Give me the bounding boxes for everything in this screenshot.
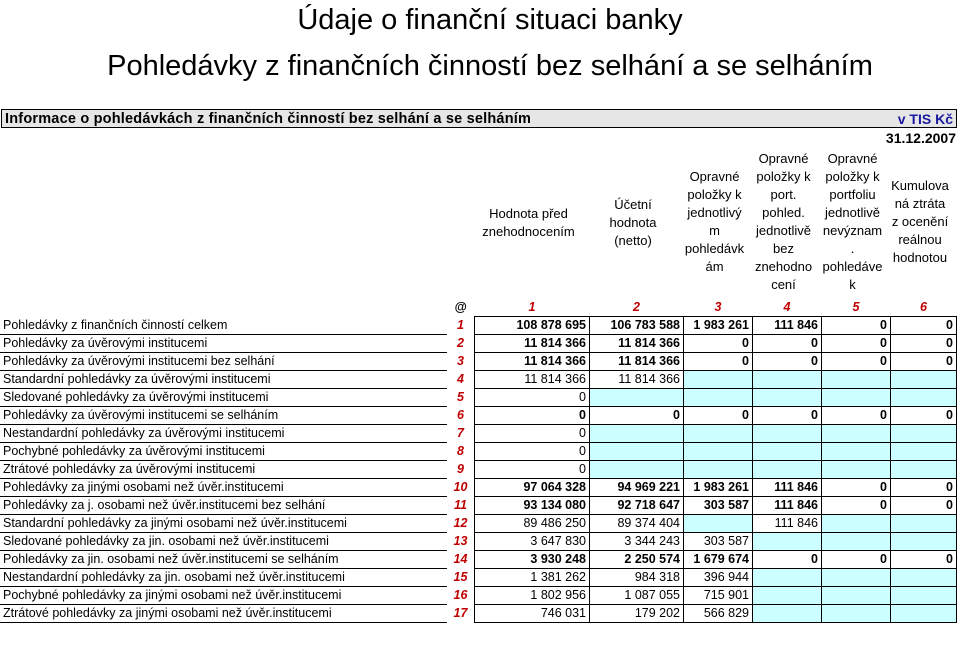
cell-col-6 [891, 605, 957, 623]
cell-col-2: 94 969 221 [590, 479, 684, 497]
cell-col-4 [753, 533, 822, 551]
cell-col-2: 11 814 366 [590, 371, 684, 389]
cell-col-5 [822, 515, 891, 533]
cell-col-3: 303 587 [684, 533, 753, 551]
column-header-line: pohled. [762, 205, 805, 220]
row-label: Pochybné pohledávky za jinými osobami než úvěr.institucemi [0, 587, 447, 605]
table-row [0, 317, 957, 335]
cell-col-6 [891, 569, 957, 587]
column-header-line: ná ztráta [894, 196, 946, 211]
cell-col-4 [753, 461, 822, 479]
column-index-6: 6 [920, 300, 927, 314]
row-label: Standardní pohledávky za jinými osobami než úvěr.institucemi [0, 515, 447, 533]
row-label: Ztrátové pohledávky za úvěrovými institucemi [0, 461, 447, 479]
cell-col-6 [891, 371, 957, 389]
cell-col-4 [753, 425, 822, 443]
row-label: Pohledávky za úvěrovými institucemi bez selhání [0, 353, 447, 371]
column-header-line: pohledávk [684, 241, 745, 256]
table-row [0, 461, 957, 479]
row-number: 5 [457, 390, 464, 404]
column-header-line: položky k [687, 187, 742, 202]
cell-col-2 [590, 389, 684, 407]
cell-col-3: 1 679 674 [684, 551, 753, 569]
cell-col-1: 89 486 250 [475, 515, 590, 533]
cell-col-6 [891, 425, 957, 443]
row-number: 3 [457, 354, 464, 368]
cell-col-4 [753, 605, 822, 623]
cell-col-6 [891, 443, 957, 461]
row-label: Sledované pohledávky za úvěrovými institucemi [0, 389, 447, 407]
cell-col-3: 396 944 [684, 569, 753, 587]
row-label: Pohledávky za úvěrovými institucemi se selháním [0, 407, 447, 425]
cell-col-2: 179 202 [590, 605, 684, 623]
cell-col-3: 715 901 [684, 587, 753, 605]
column-header-line: hodnotou [892, 250, 948, 265]
row-label: Pohledávky za jinými osobami než úvěr.institucemi [0, 479, 447, 497]
row-label: Pohledávky za úvěrovými institucemi [0, 335, 447, 353]
column-header-line: nevýznam [822, 223, 883, 238]
cell-col-4: 111 846 [753, 497, 822, 515]
cell-col-3: 0 [684, 407, 753, 425]
column-index-1: 1 [528, 300, 536, 314]
cell-col-1: 0 [475, 425, 590, 443]
row-number: 2 [457, 336, 464, 350]
cell-col-6 [891, 587, 957, 605]
cell-col-5: 0 [822, 353, 891, 371]
cell-col-4: 111 846 [753, 515, 822, 533]
cell-col-5 [822, 461, 891, 479]
column-header-line: cení [771, 277, 796, 292]
table-row [0, 353, 957, 371]
cell-col-3: 1 983 261 [684, 479, 753, 497]
column-header-line: portfoliu [829, 187, 876, 202]
currency-note: v TIS Kč [897, 111, 953, 127]
cell-col-2: 92 718 647 [590, 497, 684, 515]
receivables-table [0, 299, 957, 623]
column-header-line: ám [705, 259, 724, 274]
column-header-3 [680, 168, 749, 276]
cell-col-2 [590, 425, 684, 443]
cell-col-4: 0 [753, 353, 822, 371]
column-header-line: Opravné [827, 151, 878, 166]
cell-col-3: 0 [684, 353, 753, 371]
column-header-line: bez [773, 241, 794, 256]
column-header-line: z ocenění [891, 214, 949, 229]
column-header-line: jednotlivý [687, 205, 742, 220]
table-row [0, 551, 957, 569]
cell-col-1: 746 031 [475, 605, 590, 623]
cell-col-3: 1 983 261 [684, 317, 753, 335]
column-header-line: Kumulova [891, 178, 949, 193]
cell-col-3 [684, 425, 753, 443]
row-number: 10 [453, 480, 468, 494]
cell-col-4: 0 [753, 335, 822, 353]
cell-col-3 [684, 515, 753, 533]
row-number: 13 [453, 534, 468, 548]
cell-col-4 [753, 443, 822, 461]
column-header-line: znehodnocením [482, 224, 575, 239]
table-row [0, 407, 957, 425]
cell-col-4: 0 [753, 551, 822, 569]
column-header-line: Opravné [758, 151, 809, 166]
column-header-6 [887, 177, 953, 267]
cell-col-6: 0 [891, 497, 957, 515]
table-row [0, 605, 957, 623]
column-header-line: m [709, 223, 720, 238]
column-header-5 [818, 150, 887, 294]
cell-col-4 [753, 587, 822, 605]
cell-col-6 [891, 515, 957, 533]
row-number: 16 [453, 588, 468, 602]
cell-col-2 [590, 443, 684, 461]
cell-col-6 [891, 389, 957, 407]
cell-col-5 [822, 443, 891, 461]
cell-col-2: 106 783 588 [590, 317, 684, 335]
table-row [0, 515, 957, 533]
cell-col-2: 11 814 366 [590, 335, 684, 353]
cell-col-6: 0 [891, 551, 957, 569]
column-index-2: 2 [633, 300, 640, 314]
report-date: 31.12.2007 [885, 130, 956, 146]
section-header-bar [1, 109, 957, 128]
cell-col-3: 566 829 [684, 605, 753, 623]
cell-col-3 [684, 461, 753, 479]
row-label: Sledované pohledávky za jin. osobami než úvěr.institucemi [0, 533, 447, 551]
cell-col-2: 3 344 243 [590, 533, 684, 551]
column-index-4: 4 [783, 300, 791, 314]
column-header-line: pohledáve [822, 259, 883, 274]
cell-col-1: 11 814 366 [475, 335, 590, 353]
cell-col-5 [822, 587, 891, 605]
cell-col-6: 0 [891, 353, 957, 371]
cell-col-1: 0 [475, 461, 590, 479]
cell-col-5: 0 [822, 317, 891, 335]
cell-col-5 [822, 533, 891, 551]
row-label: Nestandardní pohledávky za jin. osobami než úvěr.institucemi [0, 569, 447, 587]
column-index-5: 5 [852, 300, 860, 314]
table-row [0, 389, 957, 407]
row-label: Ztrátové pohledávky za jinými osobami než úvěr.institucemi [0, 605, 447, 623]
table-row [0, 443, 957, 461]
cell-col-4 [753, 389, 822, 407]
row-number: 7 [457, 426, 464, 440]
row-number: 15 [453, 570, 468, 584]
page-title: Údaje o finanční situaci banky [297, 4, 683, 36]
table-row [0, 425, 957, 443]
column-header-line: (netto) [614, 233, 652, 248]
column-header-line: Opravné [689, 169, 740, 184]
column-header-line: znehodno [754, 259, 813, 274]
column-header-2 [586, 196, 680, 250]
row-number: 4 [457, 372, 464, 386]
cell-col-1: 0 [475, 407, 590, 425]
cell-col-5: 0 [822, 335, 891, 353]
column-header-line: Účetní [614, 197, 652, 212]
cell-col-3 [684, 389, 753, 407]
cell-col-6: 0 [891, 335, 957, 353]
cell-col-6: 0 [891, 479, 957, 497]
cell-col-5 [822, 425, 891, 443]
cell-col-3 [684, 443, 753, 461]
cell-col-2: 11 814 366 [590, 353, 684, 371]
cell-col-1: 1 381 262 [475, 569, 590, 587]
cell-col-6 [891, 533, 957, 551]
table-row [0, 497, 957, 515]
cell-col-4: 111 846 [753, 479, 822, 497]
row-number: 9 [457, 462, 464, 476]
cell-col-2: 0 [590, 407, 684, 425]
cell-col-5 [822, 605, 891, 623]
cell-col-5 [822, 569, 891, 587]
cell-col-6: 0 [891, 407, 957, 425]
cell-col-3: 0 [684, 335, 753, 353]
row-label: Pohledávky za j. osobami než úvěr.institucemi bez selhání [0, 497, 447, 515]
row-number: 6 [457, 408, 464, 422]
column-index-3: 3 [714, 300, 722, 314]
cell-col-1: 97 064 328 [475, 479, 590, 497]
table-row [0, 371, 957, 389]
section-title: Informace o pohledávkách z finančních činností bez selhání a se selháním [5, 111, 532, 127]
column-header-line: položky k [756, 169, 811, 184]
column-header-line: Hodnota před [489, 206, 568, 221]
row-label: Pohledávky za jin. osobami než úvěr.institucemi se selháním [0, 551, 447, 569]
table-row [0, 335, 957, 353]
row-number: 1 [457, 318, 464, 332]
cell-col-4 [753, 371, 822, 389]
column-header-line: jednotlivě [756, 223, 811, 238]
page-subtitle: Pohledávky z finančních činností bez selhání a se selháním [107, 50, 873, 82]
cell-col-5: 0 [822, 407, 891, 425]
cell-col-1: 11 814 366 [475, 371, 590, 389]
table-row [0, 533, 957, 551]
table-row [0, 587, 957, 605]
cell-col-2: 984 318 [590, 569, 684, 587]
row-label: Nestandardní pohledávky za úvěrovými institucemi [0, 425, 447, 443]
row-number: 12 [453, 516, 468, 530]
column-header-4 [749, 150, 818, 294]
cell-col-1: 3 647 830 [475, 533, 590, 551]
cell-col-5: 0 [822, 497, 891, 515]
cell-col-1: 0 [475, 389, 590, 407]
column-header-line: jednotlivě [825, 205, 880, 220]
row-label: Standardní pohledávky za úvěrovými institucemi [0, 371, 447, 389]
table-row [0, 569, 957, 587]
cell-col-1: 11 814 366 [475, 353, 590, 371]
cell-col-2 [590, 461, 684, 479]
cell-col-1: 1 802 956 [475, 587, 590, 605]
column-header-1 [471, 205, 586, 241]
column-header-line: reálnou [898, 232, 942, 247]
index-marker: @ [454, 300, 467, 315]
cell-col-1: 0 [475, 443, 590, 461]
cell-col-2: 89 374 404 [590, 515, 684, 533]
cell-col-5 [822, 389, 891, 407]
row-label: Pohledávky z finančních činností celkem [0, 317, 447, 335]
cell-col-4 [753, 569, 822, 587]
cell-col-6: 0 [891, 317, 957, 335]
row-number: 8 [457, 444, 464, 458]
cell-col-4: 0 [753, 407, 822, 425]
cell-col-3 [684, 371, 753, 389]
cell-col-5 [822, 371, 891, 389]
column-header-line: hodnota [609, 215, 657, 230]
cell-col-4: 111 846 [753, 317, 822, 335]
row-label: Pochybné pohledávky za úvěrovými institucemi [0, 443, 447, 461]
cell-col-1: 108 878 695 [475, 317, 590, 335]
column-header-line: port. [770, 187, 797, 202]
cell-col-2: 2 250 574 [590, 551, 684, 569]
table-row [0, 479, 957, 497]
cell-col-1: 3 930 248 [475, 551, 590, 569]
row-number: 17 [453, 606, 468, 620]
column-header-line: . [850, 241, 855, 256]
cell-col-5: 0 [822, 479, 891, 497]
column-header-line: položky k [825, 169, 880, 184]
cell-col-1: 93 134 080 [475, 497, 590, 515]
index-spacer [0, 299, 447, 317]
cell-col-6 [891, 461, 957, 479]
column-header-line: k [849, 277, 856, 292]
row-number: 11 [454, 498, 467, 512]
row-number: 14 [453, 552, 468, 566]
cell-col-2: 1 087 055 [590, 587, 684, 605]
cell-col-3: 303 587 [684, 497, 753, 515]
cell-col-5: 0 [822, 551, 891, 569]
